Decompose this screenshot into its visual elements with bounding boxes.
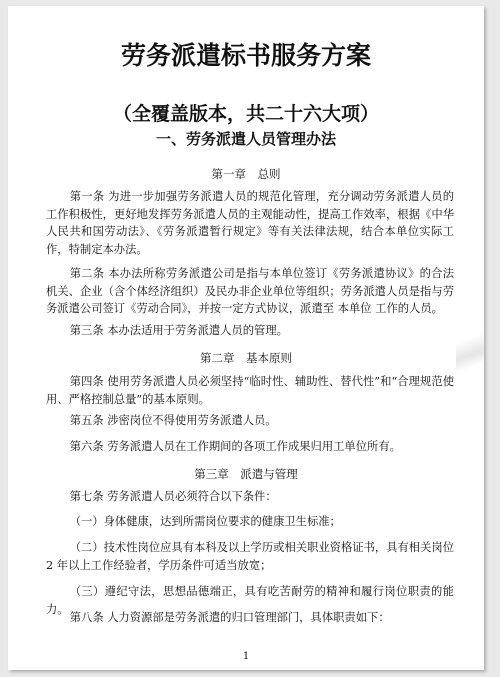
page-number: 1: [242, 651, 250, 662]
chapter-heading: 第一章 总则: [211, 167, 281, 181]
document-title: 劳务派遣标书服务方案: [120, 41, 371, 70]
document-page: [8, 6, 484, 670]
list-item: （一）身体健康，达到所需岗位要求的健康卫生标准；: [69, 515, 341, 528]
section-heading: 一、劳务派遣人员管理办法: [155, 130, 336, 148]
article-paragraph: 第二条 本办法所称劳务派遣公司是指与本单位签订《劳务派遣协议》的合法机关、企业（含个体经济组织）及民办非企业单位等组织；劳务派遣人员是指与劳务派遣公司签订《劳动合同》，并按一定方式协议，派遣至 本单位 工作的人员。: [46, 267, 454, 315]
article-paragraph: 第四条 使用劳务派遣人员必须坚持“临时性、辅助性、替代性”和“合理规范使用、严格控制总量”的基本原则。: [46, 375, 454, 406]
article-paragraph: 第七条 劳务派遣人员必须符合以下条件：: [69, 490, 277, 503]
article-paragraph: 第五条 涉密岗位不得使用劳务派遣人员。: [69, 414, 277, 427]
article-paragraph: 第八条 人力资源部是劳务派遣的归口管理部门，具体职责如下：: [69, 611, 390, 624]
chapter-heading: 第二章 基本原则: [200, 351, 292, 365]
chapter-heading: 第三章 派遣与管理: [194, 467, 298, 481]
article-paragraph: 第三条 本办法适用于劳务派遣人员的管理。: [69, 324, 288, 337]
page-fold-shadow: [456, 306, 484, 386]
list-item: （三）遵纪守法，思想品德端正，具有吃苦耐劳的精神和履行岗位职责的能力。: [46, 585, 454, 616]
list-item: （二）技术性岗位应具有本科及以上学历或相关职业资格证书，具有相关岗位 2 年以上工作经验者，学历条件可适当放宽；: [46, 541, 454, 572]
article-paragraph: 第一条 为进一步加强劳务派遣人员的规范化管理，充分调动劳务派遣人员的工作积极性，更好地发挥劳务派遣人员的主观能动性，提高工作效率，根据《中华人民共和国劳动法》、《劳务派遣暂行规定》等有关法律法规，结合本单位实际工作，特制定本办法。: [46, 190, 454, 256]
document-subtitle: （全覆盖版本，共二十六大项）: [112, 103, 379, 125]
article-paragraph: 第六条 劳务派遣人员在工作期间的各项工作成果归用工单位所有。: [69, 440, 401, 453]
